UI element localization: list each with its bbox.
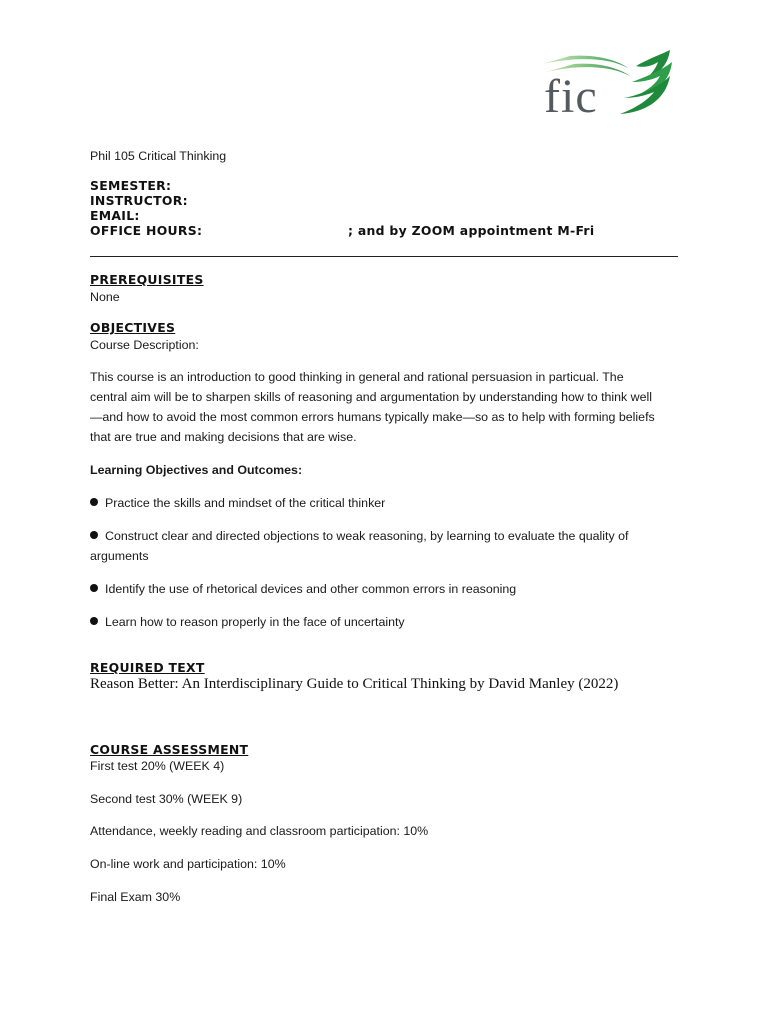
course-title: Phil 105 Critical Thinking xyxy=(90,149,227,163)
list-item-continuation: arguments xyxy=(90,549,149,563)
required-text-title: Reason Better: An Interdisciplinary Guide to Critical Thinking by David Manley (2022) xyxy=(90,676,619,692)
bullet-icon xyxy=(90,617,98,625)
instructor-label: INSTRUCTOR: xyxy=(90,193,188,208)
outcomes-heading: Learning Objectives and Outcomes: xyxy=(90,463,303,477)
objectives-heading: OBJECTIVES xyxy=(90,320,176,335)
bullet-icon xyxy=(90,498,98,506)
assessment-heading: COURSE ASSESSMENT xyxy=(90,742,249,757)
description-line: that are true and making decisions that are wise. xyxy=(90,430,357,444)
office-hours-label: OFFICE HOURS: xyxy=(90,223,203,238)
description-line: —and how to avoid the most common errors humans typically make—so as to help with forming beliefs xyxy=(90,410,655,424)
assessment-item: On-line work and participation: 10% xyxy=(90,857,286,871)
bullet-icon xyxy=(90,584,98,592)
email-label: EMAIL: xyxy=(90,208,140,223)
list-item: Construct clear and directed objections to weak reasoning, by learning to evaluate the quality of arguments xyxy=(90,526,690,566)
description-line: This course is an introduction to good thinking in general and rational persuasion in particual. The xyxy=(90,370,624,384)
list-item: Learn how to reason properly in the face of uncertainty xyxy=(90,612,690,632)
required-text-heading: REQUIRED TEXT xyxy=(90,660,205,675)
assessment-item: Attendance, weekly reading and classroom participation: 10% xyxy=(90,824,429,838)
prerequisites-text: None xyxy=(90,290,120,304)
fic-logo xyxy=(540,46,680,126)
header-divider xyxy=(90,256,678,257)
bullet-icon xyxy=(90,531,98,539)
list-item: Practice the skills and mindset of the critical thinker xyxy=(90,493,690,513)
assessment-item: Second test 30% (WEEK 9) xyxy=(90,792,243,806)
semester-label: SEMESTER: xyxy=(90,178,172,193)
logo-text: fic xyxy=(544,70,598,123)
description-line: central aim will be to sharpen skills of reasoning and argumentation by understanding how to think well xyxy=(90,390,653,404)
assessment-item: Final Exam 30% xyxy=(90,890,181,904)
assessment-item: First test 20% (WEEK 4) xyxy=(90,759,225,773)
office-hours-value: ; and by ZOOM appointment M-Fri xyxy=(348,223,595,238)
course-description-label: Course Description: xyxy=(90,338,199,352)
course-description xyxy=(90,367,682,447)
list-item: Identify the use of rhetorical devices and other common errors in reasoning xyxy=(90,579,690,599)
prerequisites-heading: PREREQUISITES xyxy=(90,272,204,287)
